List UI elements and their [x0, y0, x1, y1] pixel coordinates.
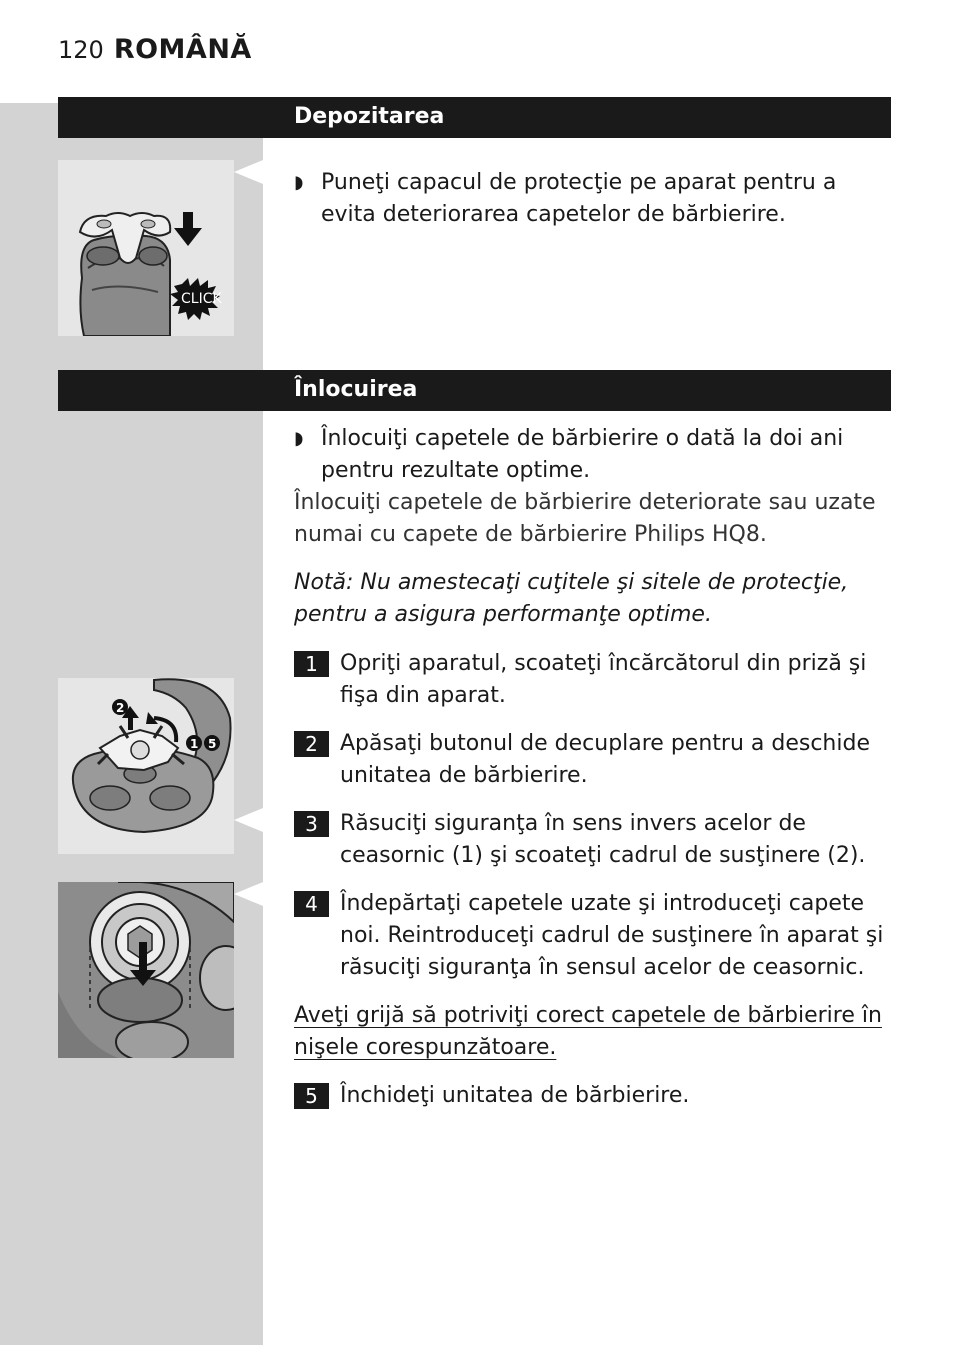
step-text: Apăsaţi butonul de decuplare pentru a deschide unitatea de bărbierire.: [340, 731, 870, 788]
page-header: [58, 34, 252, 65]
step-number: 4: [294, 891, 329, 917]
replacement-steps: [294, 648, 894, 1112]
storage-instructions: [294, 167, 894, 231]
step-item: [294, 728, 894, 792]
step-number: 3: [294, 811, 329, 837]
step-text: Opriţi aparatul, scoateţi încărcătorul din priză şi fişa din aparat.: [340, 651, 867, 708]
step-number: 2: [294, 731, 329, 757]
step-item: [294, 808, 894, 872]
marker-one: 1: [190, 737, 199, 751]
figure-pointer: [234, 808, 263, 832]
step-item: [294, 648, 894, 712]
arrow-down-icon: [174, 212, 202, 246]
click-label: CLICK: [181, 291, 222, 307]
replacement-intro: [294, 423, 894, 631]
step-number: 5: [294, 1083, 329, 1109]
step-text: Îndepărtaţi capetele uzate şi introduceţi capete noi. Reintroduceţi cadrul de susţinere în aparat şi răsuciţi siguranţa în sensul acelor de ceasornic.: [340, 891, 884, 980]
step-item: [294, 1080, 894, 1112]
section-header-storage: [58, 97, 891, 138]
figure-protection-cap: [58, 160, 234, 336]
marker-five: 5: [208, 737, 217, 751]
bullet-triangle-icon: ◗: [294, 172, 304, 193]
bullet-text: Puneţi capacul de protecţie pe aparat pentru a evita deteriorarea capetelor de bărbierire.: [321, 170, 837, 227]
section-header-replacement: [58, 370, 891, 411]
section-title: Depozitarea: [294, 104, 445, 129]
figure-pointer: [234, 160, 263, 184]
bullet-triangle-icon: ◗: [294, 428, 304, 449]
caution-text: Aveţi grijă să potriviţi corect capetele de bărbierire în nişele corespunzătoare.: [294, 1003, 882, 1060]
figure-remove-frame: [58, 678, 234, 854]
step-item: [294, 888, 894, 984]
page-number: 120: [58, 36, 104, 64]
bullet-item: [294, 423, 894, 487]
step-number: 1: [294, 651, 329, 677]
bullet-text: Înlocuiţi capetele de bărbierire o dată la doi ani pentru rezultate optime.: [321, 426, 844, 483]
figure-pointer: [234, 882, 263, 906]
step-text: Închideţi unitatea de bărbierire.: [340, 1083, 690, 1108]
page-language-title: ROMÂNĂ: [113, 34, 252, 65]
marker-two: 2: [116, 701, 125, 715]
figure-insert-heads: [58, 882, 234, 1058]
bullet-item: [294, 167, 894, 231]
note-text: Notă: Nu amestecaţi cuţitele şi sitele de protecţie, pentru a asigura performanţe optime.: [294, 570, 849, 627]
section-title: Înlocuirea: [294, 377, 418, 402]
info-text: Înlocuiţi capetele de bărbierire deteriorate sau uzate numai cu capete de bărbierire Philips HQ8.: [294, 490, 876, 547]
step-text: Răsuciţi siguranţa în sens invers acelor de ceasornic (1) şi scoateţi cadrul de susţinere (2).: [340, 811, 866, 868]
click-badge-icon: [170, 278, 222, 320]
